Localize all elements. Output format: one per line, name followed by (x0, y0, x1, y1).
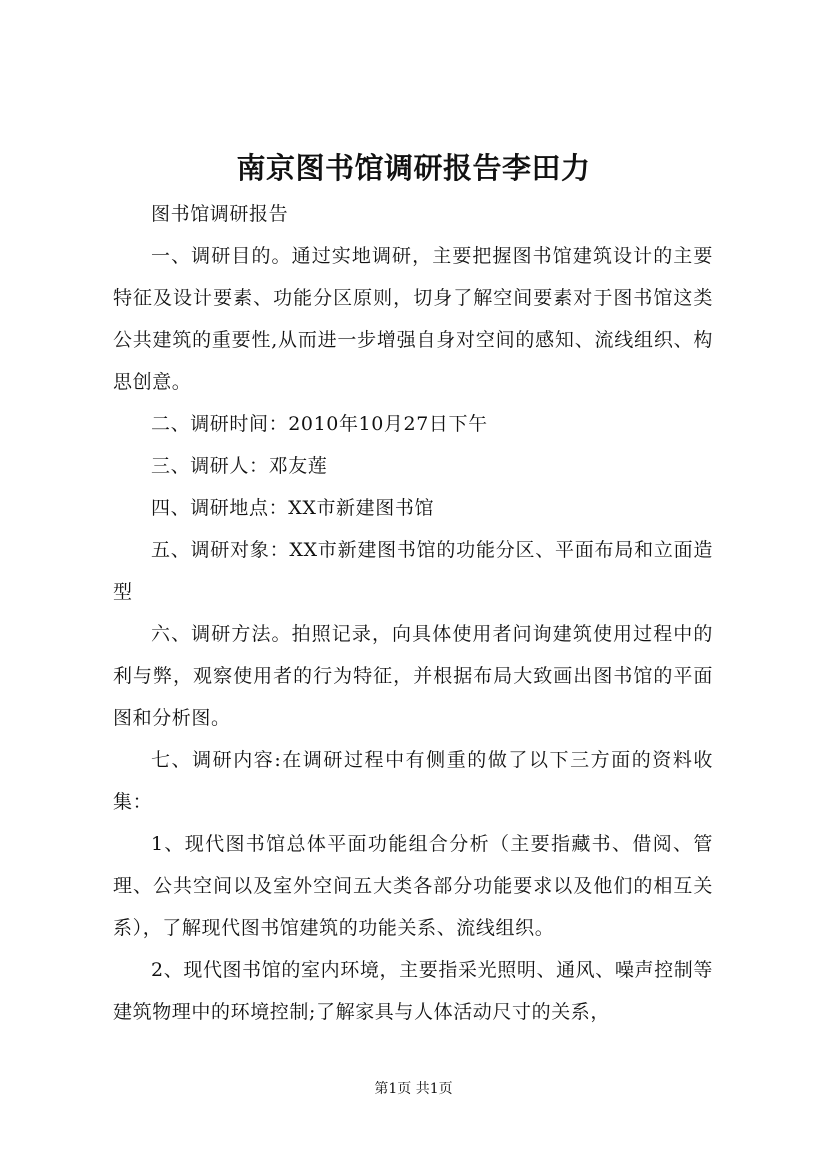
paragraph-method: 六、调研方法。拍照记录，向具体使用者问询建筑使用过程中的利与弊，观察使用者的行为特征，并根据布局大致画出图书馆的平面图和分析图。 (113, 623, 713, 729)
paragraph-purpose: 一、调研目的。通过实地调研，主要把握图书馆建筑设计的主要特征及设计要素、功能分区原则，切身了解空间要素对于图书馆这类公共建筑的重要性,从而进一步增强自身对空间的感知、流线组织、构思创意。 (113, 245, 713, 393)
paragraph-location: 四、调研地点：XX市新建图书馆 (151, 497, 435, 519)
paragraph-object: 五、调研对象：XX市新建图书馆的功能分区、平面布局和立面造型 (113, 539, 713, 603)
paragraph-researcher: 三、调研人：邓友莲 (151, 455, 328, 477)
paragraph-item-2: 2、现代图书馆的室内环境，主要指采光照明、通风、噪声控制等建筑物理中的环境控制;了解家具与人体活动尺寸的关系， (113, 959, 713, 1023)
page-footer: 第1页 共1页 (374, 1081, 453, 1097)
paragraph-content: 七、调研内容:在调研过程中有侧重的做了以下三方面的资料收集： (113, 749, 713, 813)
paragraph-heading: 图书馆调研报告 (151, 203, 289, 225)
document-body (113, 193, 713, 1033)
document-title: 南京图书馆调研报告李田力 (236, 151, 591, 185)
paragraph-time: 二、调研时间：2010年10月27日下午 (151, 413, 488, 435)
paragraph-item-1: 1、现代图书馆总体平面功能组合分析（主要指藏书、借阅、管理、公共空间以及室外空间五大类各部分功能要求以及他们的相互关系），了解现代图书馆建筑的功能关系、流线组织。 (113, 833, 713, 939)
